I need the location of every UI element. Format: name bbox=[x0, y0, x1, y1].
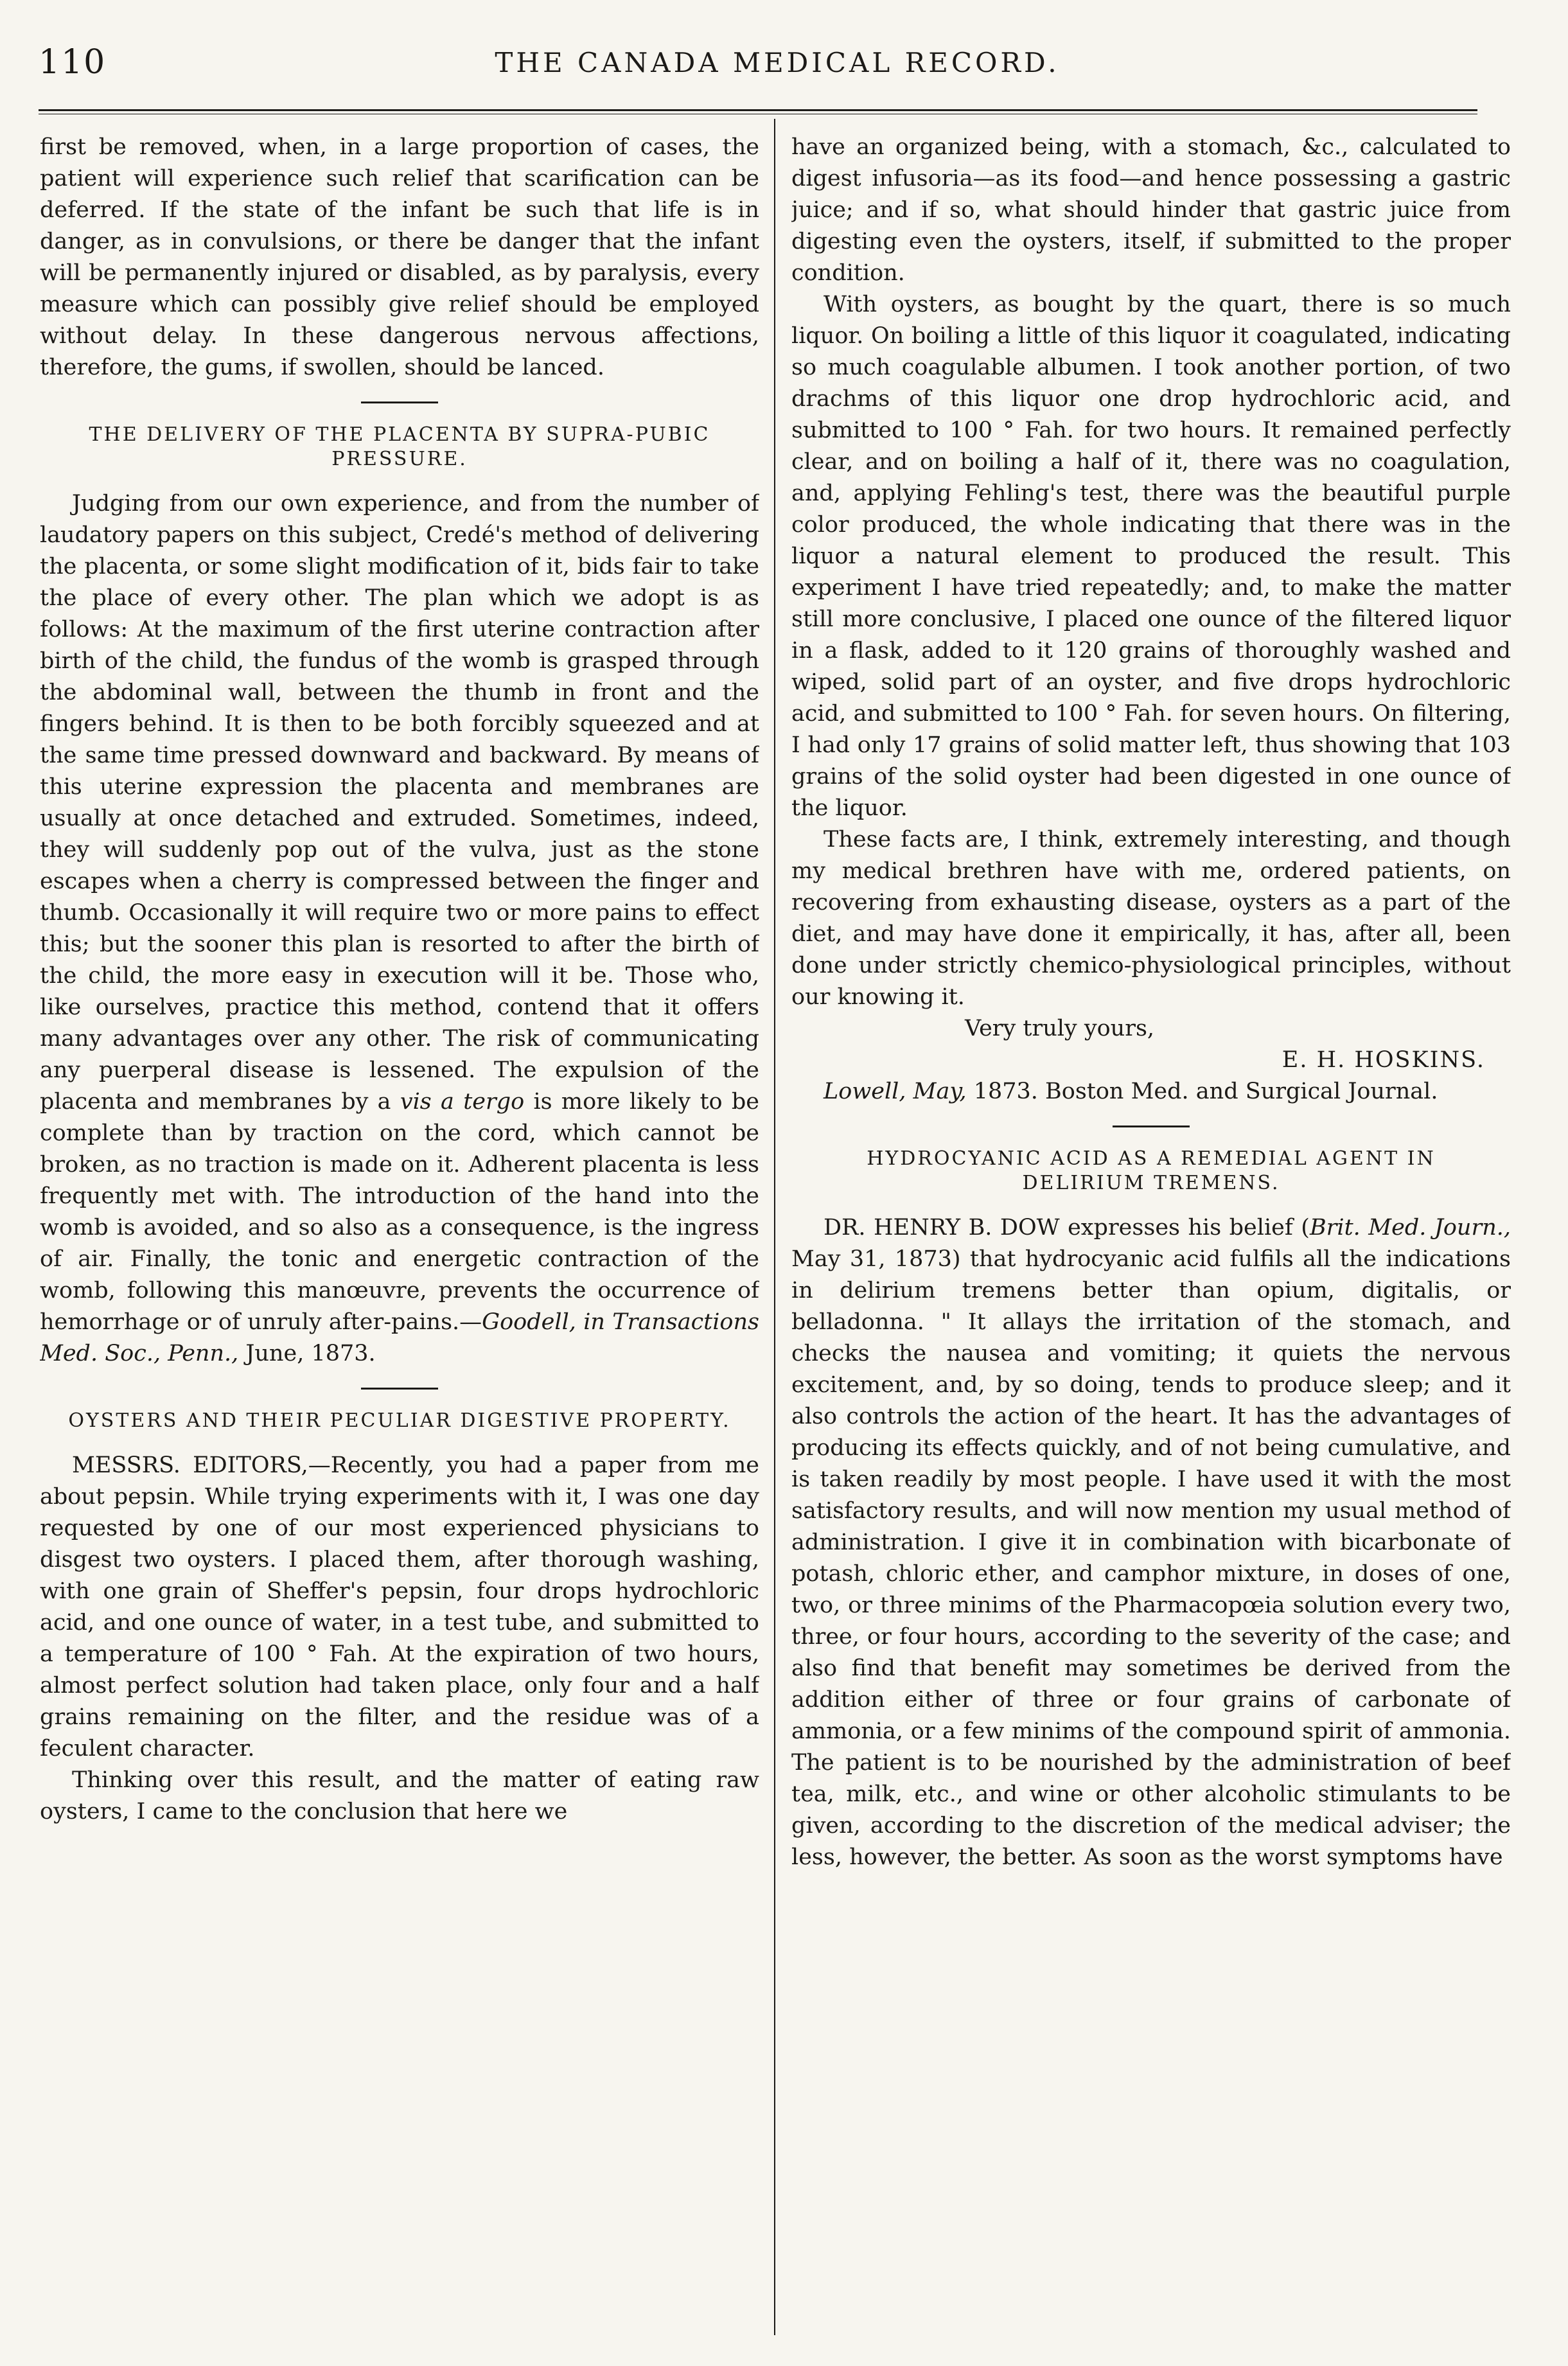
paragraph: Thinking over this result, and the matter of eating raw oysters, I came to the conclusion that here we bbox=[40, 1767, 759, 1824]
paragraph: These facts are, I think, extremely interesting, and though my medical brethren have with me, ordered patients, on recovering from exhausting disease, oysters as a part of the diet, and may have done it empirically, it has, after all, been done under strictly chemico-physiological principles, without our knowing it. bbox=[791, 827, 1511, 1010]
section-heading: OYSTERS AND THEIR PECULIAR DIGESTIVE PROPERTY. bbox=[68, 1409, 731, 1432]
header-rule bbox=[39, 109, 1477, 111]
dateline bbox=[791, 1076, 1511, 1108]
page-number: 110 bbox=[39, 43, 107, 82]
section-rule bbox=[361, 402, 438, 403]
section-rule bbox=[361, 1388, 438, 1390]
paragraph: first be removed, when, in a large proportion of cases, the patient will experience such relief that scarification can be deferred. If the state of the infant be such that life is in danger, as in convulsions, or there be danger that the infant will be permanently injured or disabled, as by paralysis, every measure which can possibly give relief should be employed without delay. In these dangerous nervous affections, therefore, the gums, if swollen, should be lanced. bbox=[40, 134, 759, 380]
italic-text: vis a tergo bbox=[400, 1089, 525, 1115]
paragraph bbox=[791, 1212, 1511, 1873]
paragraph: MESSRS. EDITORS,—Recently, you had a paper from me about pepsin. While trying experiments with it, I was one day requested by one of our most experienced physicians to disgest two oysters. I placed them, after thorough washing, with one grain of Sheffer's pepsin, four drops hydrochloric acid, and one ounce of water, in a test tube, and submitted to a temperature of 100 ° Fah. At the expiration of two hours, almost perfect solution had taken place, only four and a half grains remaining on the filter, and the residue was of a feculent character. bbox=[40, 1452, 759, 1761]
section-heading: THE DELIVERY OF THE PLACENTA BY SUPRA-PUBIC PRESSURE. bbox=[89, 423, 710, 470]
section-heading: HYDROCYANIC ACID AS A REMEDIAL AGENT IN DELIRIUM TREMENS. bbox=[867, 1147, 1436, 1194]
text-run: June, 1873. bbox=[238, 1341, 376, 1366]
running-title: THE CANADA MEDICAL RECORD. bbox=[495, 47, 1060, 78]
text-run: May 31, 1873) that hydrocyanic acid fulfils all the indications in delirium tremens better than opium, digitalis, or belladonna. " It allays the irritation of the stomach, and checks the nausea and vomiting; it quiets the nervous excitement, and, by so doing, tends to produce sleep; and it also controls the action of the heart. It has the advantages of producing its effects quickly, and of not being cumulative, and is taken readily by most people. I have used it with the most satisfactory results, and will now mention my usual method of administration. I give it in combination with bicarbonate of potash, chloric ether, and camphor mixture, in doses of one, two, or three minims of the Pharmacopœia solution every two, three, or four hours, according to the severity of the case; and also find that benefit may sometimes be derived from the addition either of three or four grains of carbonate of ammonia, or a few minims of the compound spirit of ammonia. The patient is to be nourished by the administration of beef tea, milk, etc., and wine or other alcoholic stimulants to be given, according to the discretion of the medical adviser; the less, however, the better. As soon as the worst symptoms have bbox=[791, 1246, 1511, 1870]
text-run: 1873. Boston Med. and Surgical Journal. bbox=[966, 1079, 1438, 1104]
text-run: is more likely to be complete than by traction on the cord, which cannot be broken, as no traction is made on it. Adherent placenta is less frequently met with. The introduction of the hand into the womb is avoided, and so also as a consequence, is the ingress of air. Finally, the tonic and energetic contraction of the womb, following this manœuvre, prevents the occurrence of hemorrhage or of unruly after-pains.— bbox=[40, 1089, 759, 1335]
section-rule bbox=[1113, 1126, 1190, 1127]
paragraph: have an organized being, with a stomach, &c., calculated to digest infusoria—as its food—and hence possessing a gastric juice; and if so, what should hinder that gastric juice from digesting even the oysters, itself, if submitted to the proper condition. bbox=[791, 134, 1511, 286]
column-divider bbox=[774, 119, 775, 2335]
citation: Brit. Med. Journ., bbox=[1309, 1215, 1511, 1240]
right-column bbox=[791, 132, 1511, 2329]
citation: Goodell, in Transactions Med. Soc., Penn., bbox=[40, 1309, 759, 1366]
paragraph bbox=[40, 488, 759, 1370]
signature: E. H. HOSKINS. bbox=[1282, 1047, 1485, 1073]
letter-closing: Very truly yours, bbox=[965, 1016, 1155, 1041]
italic-text: Lowell, May, bbox=[824, 1079, 967, 1104]
page-header bbox=[39, 35, 1516, 93]
text-run: DR. HENRY B. DOW expresses his belief ( bbox=[824, 1215, 1310, 1240]
text-run: Judging from our own experience, and from the number of laudatory papers on this subject, Credé's method of delivering the placenta, or some slight modification of it, bids fair to take the place of every other. The plan which we adopt is as follows: At the maximum of the first uterine contraction after birth of the child, the fundus of the womb is grasped through the abdominal wall, between the thumb in front and the fingers behind. It is then to be both forcibly squeezed and at the same time pressed downward and backward. By means of this uterine expression the placenta and membranes are usually at once detached and extruded. Sometimes, indeed, they will suddenly pop out of the vulva, just as the stone escapes when a cherry is compressed between the finger and thumb. Occasionally it will require two or more pains to effect this; but the sooner this plan is resorted to after the birth of the child, the more easy in execution will it be. Those who, like ourselves, practice this method, contend that it offers many advantages over any other. The risk of communicating any puerperal disease is lessened. The expulsion of the placenta and membranes by a bbox=[40, 491, 759, 1115]
left-column bbox=[40, 132, 759, 2329]
paragraph: With oysters, as bought by the quart, there is so much liquor. On boiling a little of this liquor it coagulated, indicating so much coagulable albumen. I took another portion, of two drachms of this liquor one drop hydrochloric acid, and submitted to 100 ° Fah. for two hours. It remained perfectly clear, and on boiling a half of it, there was no coagulation, and, applying Fehling's test, there was the beautiful purple color produced, the whole indicating that there was in the liquor a natural element to produced the result. This experiment I have tried repeatedly; and, to make the matter still more conclusive, I placed one ounce of the filtered liquor in a flask, added to it 120 grains of thoroughly washed and wiped, solid part of an oyster, and five drops hydrochloric acid, and submitted to 100 ° Fah. for seven hours. On filtering, I had only 17 grains of solid matter left, thus showing that 103 grains of the solid oyster had been digested in one ounce of the liquor. bbox=[791, 292, 1511, 821]
